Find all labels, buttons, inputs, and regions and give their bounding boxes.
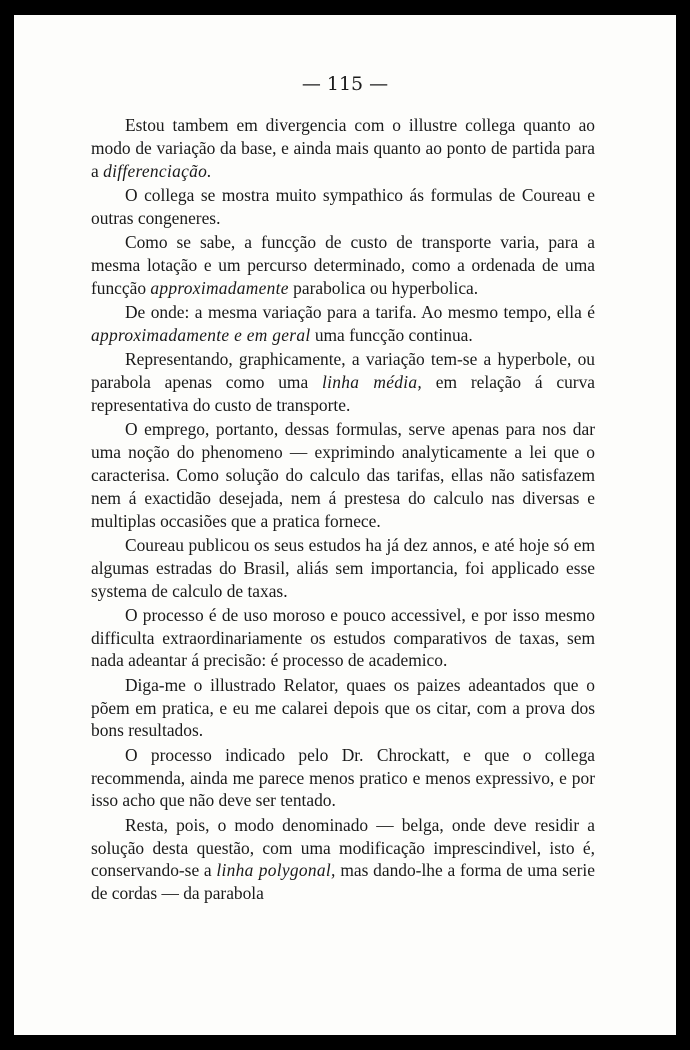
text-run: Diga-me o illustrado Relator, quaes os paizes adeantados que o põem em pratica, e eu me calarei depois que os citar, com a prova dos bons resultados. <box>91 674 595 741</box>
paragraph <box>91 231 595 299</box>
paragraph <box>91 744 595 812</box>
paragraph <box>91 301 595 347</box>
book-page <box>14 15 676 1035</box>
italic-text: linha polygonal, <box>216 860 336 881</box>
page-number: — 115 — <box>301 73 389 95</box>
italic-text: approximadamente <box>150 277 289 298</box>
body-text <box>91 114 595 907</box>
paragraph <box>91 814 595 905</box>
text-run: De onde: a mesma variação para a tarifa. Ao mesmo tempo, ella é <box>125 302 595 323</box>
italic-text: differenciação. <box>103 160 212 181</box>
text-run: Representando, graphicamente, a variação tem-se a hyperbole, ou parabola apenas como uma <box>91 349 595 393</box>
paragraph <box>91 348 595 416</box>
text-run: Estou tambem em divergencia com o illustre collega quanto ao modo de variação da base, e ainda mais quanto ao ponto de partida para a <box>91 115 595 181</box>
text-run: O emprego, portanto, dessas formulas, serve apenas para nos dar uma noção do phenomeno — exprimindo analyticamente a lei que o caracterisa. Como solução do calculo das tarifas, ellas não satisfazem nem á exactidão desejada, nem á prestesa do calculo nas diversas e multiplas occasiões que a pratica fornece. <box>91 419 595 531</box>
text-run: mas dando-lhe a forma de uma serie de cordas — da parabola <box>91 860 595 904</box>
text-run: Coureau publicou os seus estudos ha já dez annos, e até hoje só em algumas estradas do Brasil, aliás sem importancia, foi applicado esse systema de calculo de taxas. <box>91 534 595 601</box>
paragraph <box>91 604 595 672</box>
text-run: Resta, pois, o modo denominado — belga, onde deve residir a solução desta questão, com uma modificação imprescindivel, isto é, conservando-se a <box>91 814 595 881</box>
text-run: O processo indicado pelo Dr. Chrockatt, e que o collega recommenda, ainda me parece menos pratico e menos expressivo, e por isso acho que não deve ser tentado. <box>91 744 595 811</box>
paragraph <box>91 534 595 602</box>
text-run: Como se sabe, a funcção de custo de transporte varia, para a mesma lotação e um percurso determinado, como a ordenada de uma funcção <box>91 232 595 298</box>
text-run: O collega se mostra muito sympathico ás formulas de Coureau e outras congeneres. <box>91 184 595 228</box>
text-run: O processo é de uso moroso e pouco accessivel, e por isso mesmo difficulta extraordinariamente os estudos comparativos de taxas, sem nada adeantar á precisão: é processo de academico. <box>91 604 595 671</box>
text-run: em relação á curva representativa do custo de transporte. <box>91 372 596 415</box>
italic-text: linha média, <box>321 372 422 393</box>
paragraph <box>91 114 595 182</box>
text-run: parabolica ou hyperbolica. <box>288 277 479 298</box>
text-run: uma funcção continua. <box>310 324 473 345</box>
paragraph <box>91 184 595 230</box>
italic-text: approximadamente e em geral <box>91 324 311 345</box>
paragraph <box>91 418 595 532</box>
paragraph <box>91 674 595 742</box>
